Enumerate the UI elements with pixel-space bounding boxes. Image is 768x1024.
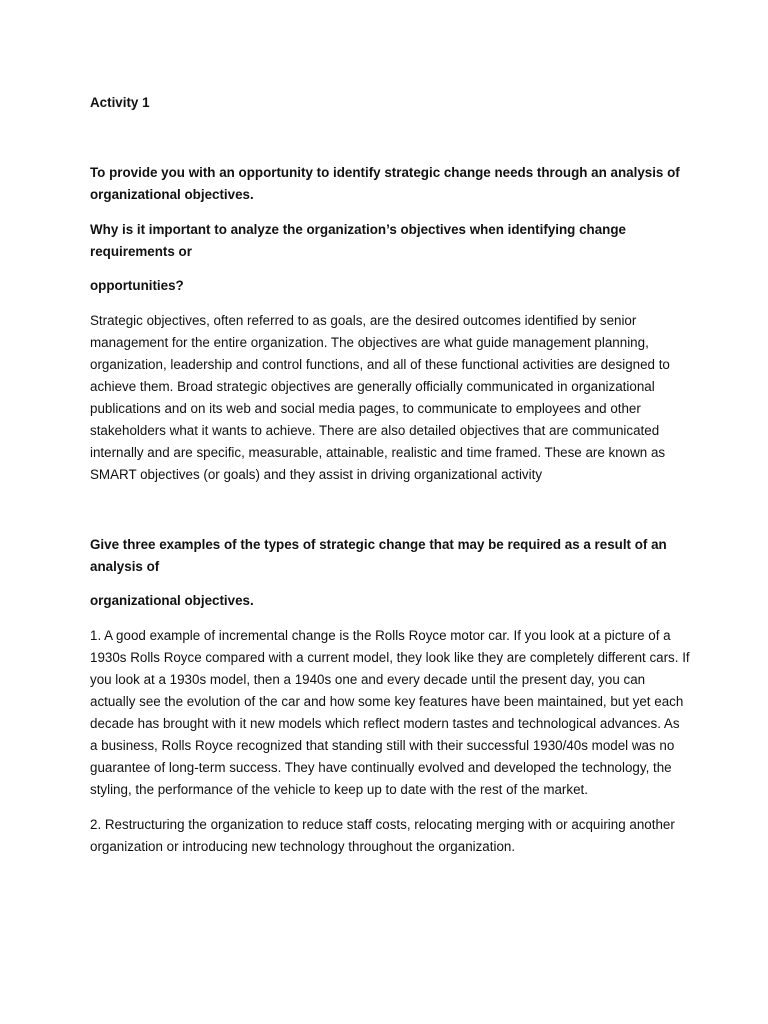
- question-2-line-2: organizational objectives.: [90, 593, 254, 608]
- document-body: [90, 92, 690, 858]
- intro-text: To provide you with an opportunity to identify strategic change needs through an analysis of organizational objectives.: [90, 165, 680, 202]
- example-1-paragraph: 1. A good example of incremental change is the Rolls Royce motor car. If you look at a picture of a 1930s Rolls Royce compared with a current model, they look like they are completely different cars. If you look at a 1930s model, then a 1940s one and every decade until the present day, you can actually see the evolution of the car and how some key features have been maintained, but yet each decade has brought with it new models which reflect modern tastes and technological advances. As a business, Rolls Royce recognized that standing still with their successful 1930/40s model was no guarantee of long-term success. They have continually evolved and developed the technology, the styling, the performance of the vehicle to keep up to date with the rest of the market.: [90, 628, 690, 797]
- answer-1-paragraph: Strategic objectives, often referred to as goals, are the desired outcomes identified by senior management for the entire organization. The objectives are what guide management planning, organization, leadership and control functions, and all of these functional activities are designed to achieve them. Broad strategic objectives are generally officially communicated in organizational publications and on its web and social media pages, to communicate to employees and other stakeholders what it wants to achieve. There are also detailed objectives that are communicated internally and are specific, measurable, attainable, realistic and time framed. These are known as SMART objectives (or goals) and they assist in driving organizational activity: [90, 313, 670, 482]
- question-1-line-1: Why is it important to analyze the organization’s objectives when identifying change requirements or: [90, 222, 626, 259]
- question-1-line-2: opportunities?: [90, 278, 184, 293]
- page-title: Activity 1: [90, 95, 150, 110]
- example-2-paragraph: 2. Restructuring the organization to reduce staff costs, relocating merging with or acquiring another organization or introducing new technology throughout the organization.: [90, 817, 675, 854]
- question-2-line-1: Give three examples of the types of strategic change that may be required as a result of an analysis of: [90, 537, 667, 574]
